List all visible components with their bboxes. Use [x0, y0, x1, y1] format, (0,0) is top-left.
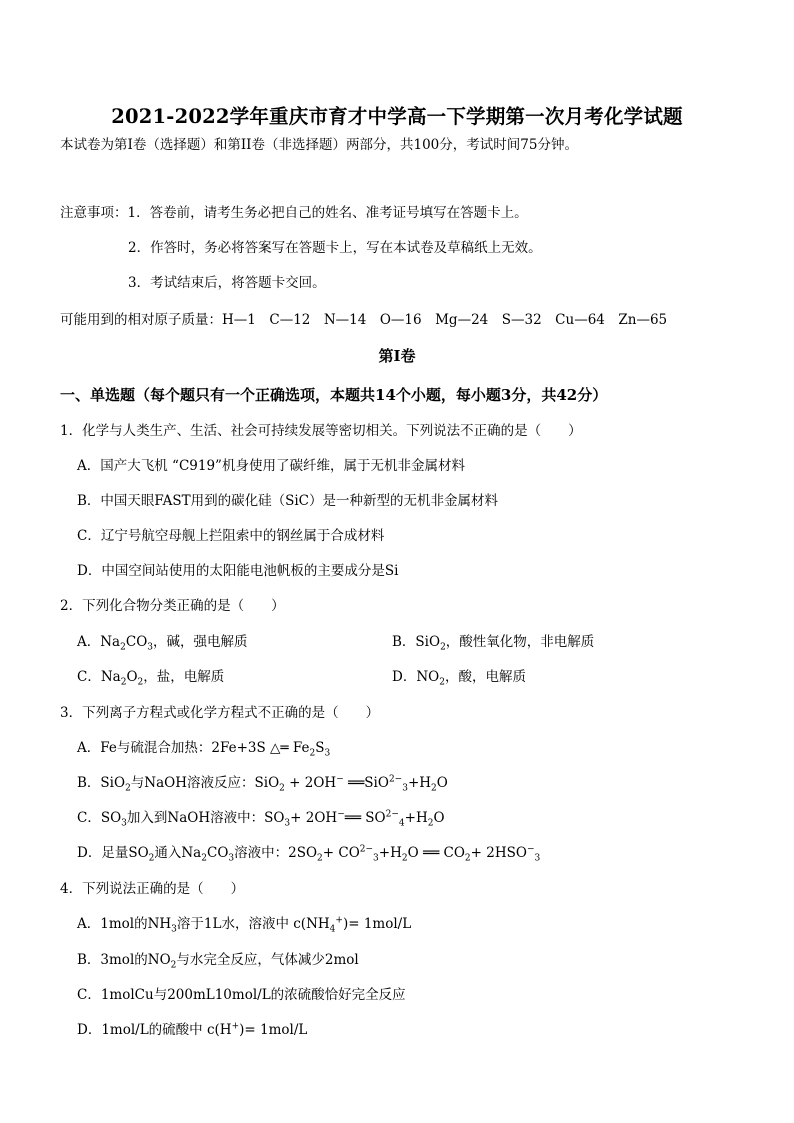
- q4-stem: 4．下列说法正确的是（ ）: [60, 881, 245, 897]
- q2-option-a: A．$Na_2CO_3$，碱，强电解质: [77, 634, 248, 653]
- notes-label: 注意事项：: [60, 205, 128, 221]
- note-item-1: 1．答卷前，请考生务必把自己的姓名、准考证号填写在答题卡上。: [127, 205, 528, 221]
- q2-option-d: D．$NO_2$，酸，电解质: [392, 669, 526, 688]
- heat-condition-symbol: △: [270, 740, 281, 756]
- note-item-3: 3．考试结束后，将答题卡交回。: [128, 275, 326, 291]
- q3-option-d: D．足量$SO_2$通入$Na_2CO_3$溶液中：$2SO_2+ CO^{2-}_3+H_2O$ ══ $CO_2+ 2HSO^-_3$: [77, 844, 541, 864]
- q3-option-a: A．Fe与硫混合加热：2Fe+3S △═ $Fe_2S_3$: [77, 740, 331, 759]
- q1-option-a: A．国产大飞机 “C919”机身使用了碳纤维，属于无机非金属材料: [77, 458, 465, 474]
- q4-option-a: A．1mol的$NH_3$溶于1L水，溶液中 $c(NH_4^+)= 1mol/L$: [77, 915, 412, 935]
- exam-title: 2021-2022学年重庆市育才中学高一下学期第一次月考化学试题: [111, 105, 683, 128]
- q2-stem: 2．下列化合物分类正确的是（ ）: [60, 598, 285, 614]
- q3-option-b: B．SiO$_2$与NaOH溶液反应：SiO$_2$ + 2OH− $══SiO^{2-}_3+H_2O$: [77, 774, 448, 794]
- q1-stem: 1．化学与人类生产、生活、社会可持续发展等密切相关。下列说法不正确的是（ ）: [60, 423, 582, 439]
- volume-heading: 第I卷: [378, 347, 416, 365]
- exam-intro: 本试卷为第I卷（选择题）和第II卷（非选择题）两部分，共100分，考试时间75分钟。: [60, 137, 578, 153]
- note-item-2: 2．作答时，务必将答案写在答题卡上，写在本试卷及草稿纸上无效。: [128, 240, 542, 256]
- q1-option-d: D．中国空间站使用的太阳能电池帆板的主要成分是Si: [77, 563, 399, 579]
- q4-option-d: D．1mol/L的硫酸中 c(H+)= 1mol/L: [77, 1021, 308, 1038]
- q1-option-c: C．辽宁号航空母舰上拦阻索中的钢丝属于合成材料: [77, 528, 385, 544]
- q4-option-b: B．3mol的$NO_2$与水完全反应，气体减少2mol: [77, 952, 359, 971]
- q2-option-c: C．$Na_2O_2$，盐，电解质: [77, 669, 225, 688]
- q3-option-c: C．$SO_3$加入到NaOH溶液中：$SO_3+$ 2OH−══ $SO^{2-}_4+H_2O$: [77, 809, 445, 829]
- notes-first-line: [60, 203, 528, 223]
- section-heading: 一、单选题（每个题只有一个正确选项，本题共14个小题，每小题3分，共42分）: [60, 386, 608, 404]
- q3-stem: 3．下列离子方程式或化学方程式不正确的是（ ）: [60, 705, 380, 721]
- q1-option-b: B．中国天眼FAST用到的碳化硅（SiC）是一种新型的无机非金属材料: [77, 493, 499, 509]
- q2-option-b: B．SiO$_2$，酸性氧化物，非电解质: [392, 634, 595, 653]
- atomic-masses: 可能用到的相对原子质量：H—1 C—12 N—14 O—16 Mg—24 S—32 Cu—64 Zn—65: [60, 312, 668, 328]
- q4-option-c: C．1molCu与200mL10mol/L的浓硫酸恰好完全反应: [77, 987, 406, 1003]
